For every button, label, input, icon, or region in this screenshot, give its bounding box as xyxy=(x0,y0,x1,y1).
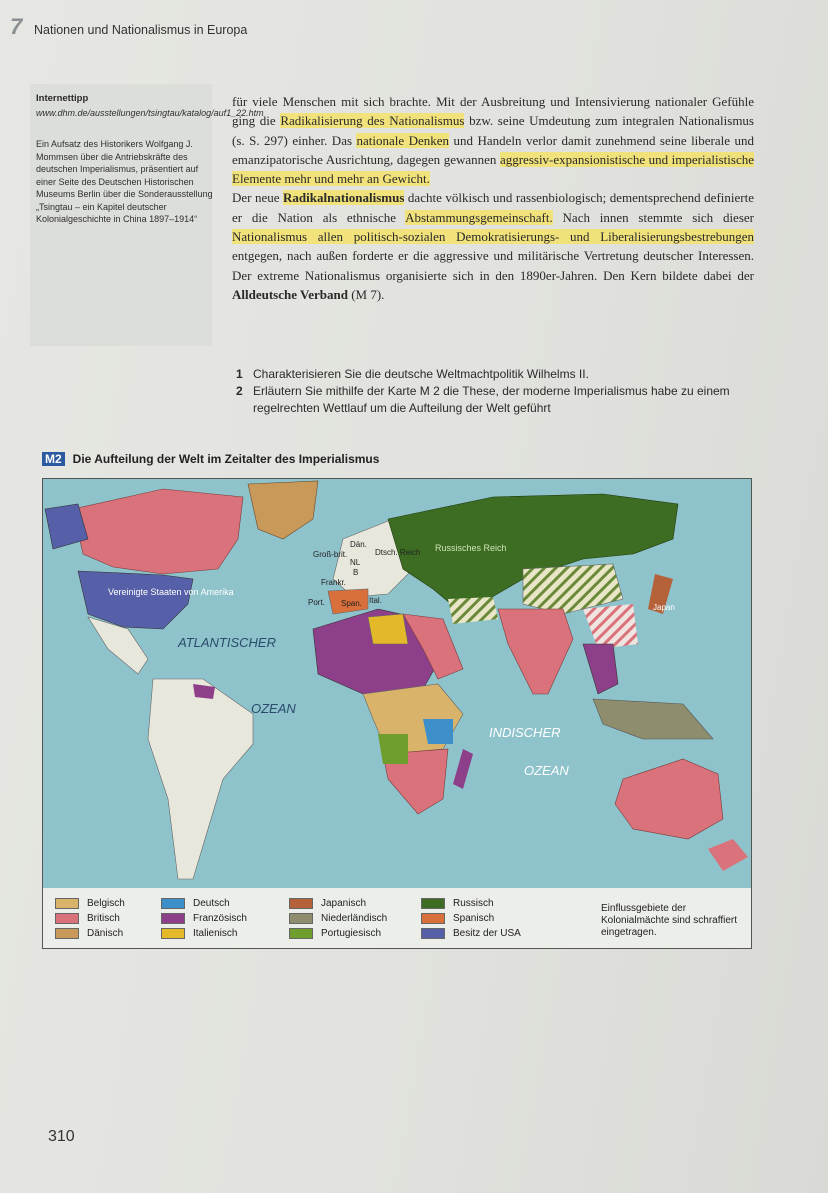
chapter-title: Nationen und Nationalismus in Europa xyxy=(34,23,248,37)
paragraph-1 xyxy=(232,92,754,188)
label-atlantic-ocean: OZEAN xyxy=(251,701,296,716)
label-indian: INDISCHER xyxy=(489,725,561,740)
legend-swatch xyxy=(161,898,185,909)
task-number: 2 xyxy=(236,384,243,398)
legend-item xyxy=(289,896,387,911)
legend-swatch xyxy=(161,913,185,924)
chapter-number: 7 xyxy=(10,14,23,39)
legend-column xyxy=(421,896,521,941)
legend-item xyxy=(55,896,125,911)
legend-label: Spanisch xyxy=(453,913,495,924)
german-east-africa xyxy=(423,719,453,744)
world-map xyxy=(42,478,752,890)
legend-label: Deutsch xyxy=(193,898,230,909)
legend-label: Dänisch xyxy=(87,928,124,939)
india xyxy=(498,609,573,694)
legend-swatch xyxy=(55,928,79,939)
body-text xyxy=(232,92,754,304)
sidebar-heading: Internettipp xyxy=(36,93,89,104)
legend-swatch xyxy=(55,898,79,909)
legend-item xyxy=(421,911,521,926)
legend-swatch xyxy=(161,928,185,939)
task-number: 1 xyxy=(236,367,243,381)
label-indian-ocean: OZEAN xyxy=(524,763,569,778)
legend-label: Japanisch xyxy=(321,898,367,909)
text-run: Der neue xyxy=(232,190,284,206)
label-pt: Port. xyxy=(308,598,325,607)
legend-item xyxy=(161,911,247,926)
label-fr: Frankr. xyxy=(321,578,346,587)
china-south xyxy=(583,604,638,649)
highlight: Radikalnationalismus xyxy=(283,190,405,206)
legend-item xyxy=(161,896,247,911)
legend-swatch xyxy=(289,898,313,909)
legend-column xyxy=(289,896,387,941)
legend-label: Französisch xyxy=(193,913,247,924)
label-gb: Groß-brit. xyxy=(313,550,348,559)
legend-item xyxy=(289,911,387,926)
map-title-text: Die Aufteilung der Welt im Zeitalter des Imperialismus xyxy=(72,452,380,466)
new-zealand xyxy=(708,839,748,871)
legend-swatch xyxy=(421,928,445,939)
task-item xyxy=(236,366,756,383)
angola xyxy=(378,734,408,764)
legend-label: Besitz der USA xyxy=(453,928,521,939)
sidebar-text: Ein Aufsatz des Historikers Wolfgang J. Mommsen über die Antriebskräfte des deutschen Imperialismus, präsentiert auf einer Seite des Deutschen Historischen Museums Berlin über die Sonderausstellung „Tsingtau – ein Kapitel deutscher Kolonialgeschichte in China 1897–1914“ xyxy=(36,139,213,224)
legend-item xyxy=(289,926,387,941)
highlight: Nationalismus allen politisch-sozialen Demokratisierungs- und Liberalisierungsbestrebungen xyxy=(232,229,754,245)
legend-item xyxy=(421,926,521,941)
persia-influence xyxy=(448,597,498,624)
legend-label: Italienisch xyxy=(193,928,238,939)
legend-item xyxy=(161,926,247,941)
task-item xyxy=(236,383,756,417)
libya xyxy=(368,614,408,644)
task-list xyxy=(236,366,756,417)
label-es: Span. xyxy=(341,599,362,608)
task-text: Charakterisieren Sie die deutsche Weltmachtpolitik Wilhelms II. xyxy=(253,367,589,381)
legend-label: Belgisch xyxy=(87,898,125,909)
label-russia: Russisches Reich xyxy=(435,543,507,553)
sidebar-url: www.dhm.de/ausstellungen/tsingtau/katalog/auf1_22.htm xyxy=(36,108,264,118)
legend-swatch xyxy=(55,913,79,924)
material-badge: M2 xyxy=(42,452,65,466)
madagascar xyxy=(453,749,473,789)
highlight: Radikalisierung des Nationalismus xyxy=(280,113,465,129)
label-it: Ital. xyxy=(369,596,382,605)
legend-label: Britisch xyxy=(87,913,120,924)
label-usa: Vereinigte Staaten von Amerika xyxy=(108,587,234,597)
indochina xyxy=(583,644,618,694)
greenland xyxy=(248,481,318,539)
label-atlantic: ATLANTISCHER xyxy=(178,635,276,650)
legend-item xyxy=(55,926,125,941)
legend-label: Portugiesisch xyxy=(321,928,382,939)
label-dk: Dän. xyxy=(350,540,367,549)
legend-item xyxy=(55,911,125,926)
canada xyxy=(73,489,243,574)
legend-swatch xyxy=(421,898,445,909)
legend-swatch xyxy=(421,913,445,924)
legend-note: Einflussgebiete der Kolonialmächte sind schraffiert eingetragen. xyxy=(601,903,737,938)
text-run: (M 7). xyxy=(347,286,385,302)
highlight: nationale Denken xyxy=(356,132,450,148)
label-be: B xyxy=(353,568,359,577)
legend-label: Niederländisch xyxy=(321,913,388,924)
legend-column xyxy=(55,896,125,941)
text-run: entgegen, nach außen forderte er die aggressive und militärische Vertretung deutscher Interessen. Der extreme Nationalismus organisierte sich in den 1890er-Jahren. Den Kern bildete dabei der xyxy=(232,248,754,283)
highlight: aggressiv-expansionistische und imperialistische Elemente mehr und mehr an Gewicht. xyxy=(232,151,754,187)
page-number: 310 xyxy=(48,1128,75,1145)
label-de: Dtsch. Reich xyxy=(375,548,421,557)
australia xyxy=(615,759,723,839)
paragraph-2 xyxy=(232,188,754,304)
text-run: für viele Menschen mit sich brachte. Mit der Ausbreitung und Intensivierung nationaler Gefühle ging die xyxy=(232,94,754,129)
bold-term: Alldeutsche Verband xyxy=(232,286,348,302)
legend-swatch xyxy=(289,928,313,939)
legend-item xyxy=(421,896,521,911)
label-japan: Japan xyxy=(653,603,675,612)
label-nl: NL xyxy=(350,558,361,567)
map-title xyxy=(42,452,379,466)
south-america xyxy=(148,679,253,879)
text-run: und Handeln verlor damit zunehmend seine liberale und emanzipatorische Ausrichtung, dagegen gewannen xyxy=(232,132,755,167)
indonesia xyxy=(593,699,713,739)
text-run: bzw. seine Umdeutung zum integralen Nationalismus (s. S. 297) einher. Das xyxy=(232,113,754,148)
highlight: Abstammungsgemeinschaft. xyxy=(405,209,553,225)
text-run: Nach innen stemmte sich dieser xyxy=(552,209,754,225)
map-svg xyxy=(43,479,751,889)
legend-label: Russisch xyxy=(453,898,494,909)
task-text: Erläutern Sie mithilfe der Karte M 2 die These, der moderne Imperialismus habe zu einem regelrechten Wettlauf um die Aufteilung der Welt geführt xyxy=(253,384,730,415)
text-run: dachte völkisch und rassenbiologisch; dementsprechend definierte er die Nation als ethnische xyxy=(232,190,754,225)
map-legend xyxy=(42,888,752,949)
legend-column xyxy=(161,896,247,941)
legend-swatch xyxy=(289,913,313,924)
